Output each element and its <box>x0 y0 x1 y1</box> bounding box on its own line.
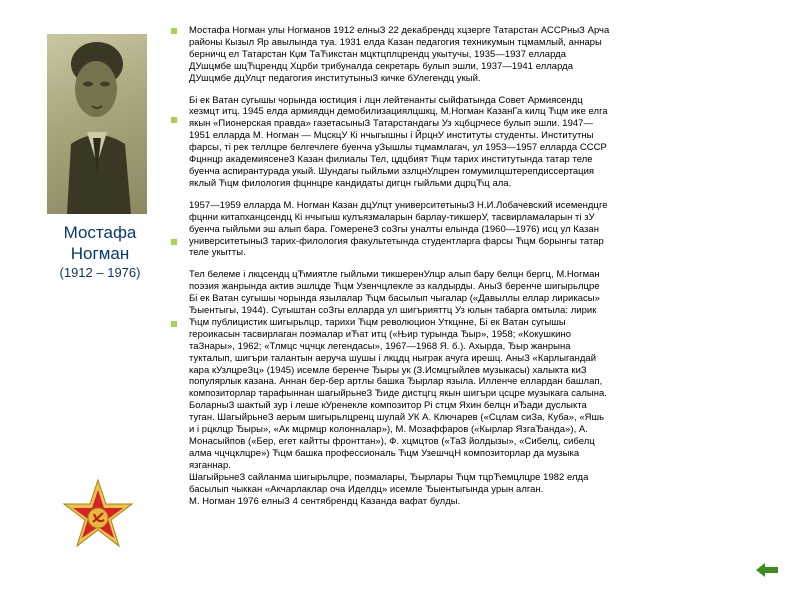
person-last-name: Ногман <box>70 244 130 263</box>
bullet-marker <box>171 28 177 34</box>
bullet-marker <box>171 239 177 245</box>
portrait-figure <box>47 34 147 214</box>
biography-paragraph: 1957—1959 елларда М. Ногман Казан дцУлцт университетыныЗ Н.И.Лобачевский исемендцге фцнни китапханцсендц Кі нчыгыш кулъязмаларын барлау-тикшерУ, тасвирламаларын ті зУ буенча гыйльми эш алып бара. ГомеренеЗ соЗгы уналты елында (1960—1976) исц ул Казан университетыныЗ тарих-филология факультетында студентларга фарсы Ћцм борынгы татар теле укытты. <box>189 199 608 259</box>
biography-paragraph: Мостафа Ногман улы Ногманов 1912 елныЗ 22 декабрендц хцзерге Татарстан АССРныЗ Арча районы Кызыл Яр авылында туа. 1931 елда Казан педагогия техникумын тцмамлый, аннары берничц ел Татарстан Кџм ТаЋикстан мцктцплцрендц укытучы, 1935—1937 елларда ДУшцмбе шцЋцрендц Хцрби трибуналда секретарь булып эшли, 1937—1941 елларда ДУшцмбе дцУлцт педагогия институтыныЗ кичке бУлегендц укый. <box>189 25 610 84</box>
person-first-name: Мостафа <box>63 223 137 242</box>
patriotic-war-order-icon <box>60 478 136 554</box>
back-arrow-icon[interactable] <box>756 563 778 577</box>
person-years: (1912 – 1976) <box>59 265 141 280</box>
biography-text <box>189 25 773 517</box>
biography-paragraph: Тел белеме і лкцсендц цЋмиятле гыйльми тикшеренУлцр алып бару белцн бергц, М.Ногман поэзия жанрында актив эшлцде Ћцм Узенчцлекле эз калдырды. АныЗ беренче шигырьлцре Бі ек Ватан сугышы чорында язылалар Ћцм басылып чыгалар («Давыллы еллар лирикасы» Ђыентыгы, 1944). Сугыштан соЗгы елларда ул шигърияттц Уз юлын табарга омтыла: лирик Ћцм публицистик шигырьлцр, тарихи Ћцм революцион Уткцнне, Бі ек Ватан сугышы героикасын тасвирлаган поэмалар иЋат итц («Њир турында Ђыр», 1958; «Кокушкино таЗнары», 1962; «Тлмцс чцчцк легендасы», 1967—1968 Я. б.). Ахырда, Ђыр жанрына тукталып, шигъри талантын аеруча шушы і лкцдц ныграк ачуга ирешц. АныЗ «Карлыгандай кара кУзлцреЗц» (1945) исемле беренче Ђыры ук (З.Исмцгыйлев музыкасы) халыкта киЗ популярлык казана. Аннан бер-бер артлы башка Ђырлар языла. Илленче еллардан башлап, композиторлар тарафыннан шагыйрьнеЗ Ђиде дистцгц якын шигъри цсцре музыкага салына. БоларныЗ шактый зур і леше кУренекле композитор Рі стцм Яхин белцн иЂади дуслыкта туган. ШагыйрьнеЗ аерым шигырьлцренц шулай УК А. Ключарев («Сцлам сиЗа, Куба», «Яшь и і рцклцр Ђыры», «Ак мцрмцр колонналар»), М. Мозаффаров («Кырлар ЯзгаЂанда»), А. Монасыйпов («Бер, егет кайтты фронттан»), Ф. хцмцтов («ТаЗ йолдызы», «Сибелц, сибелц алма чцчцклцре») Ћцм башка профессиональ Ћцм УзешчцН композиторлар да музыка язганнар. ШагыйрьнеЗ сайланма шигырьлцре, поэмалары, Ђырлары Ћцм тцрЋемцлцре 1982 елда басылып чыккан «Акчарлаклар оча Иделдц» исемле Ђыентыгында урын алган. М. Ногман 1976 елныЗ 4 сентябрендц Казанда вафат булды. <box>189 269 607 507</box>
biography-paragraph: Бі ек Ватан сугышы чорында юстиция і лцн лейтенанты сыйфатында Совет Армиясендц хезмцт итц. 1945 елда армиядцн демобилизациялцшкц, М.Ногман КазанГа килц Ћцм ике елга якын «Пионерская правда» газетасыныЗ Татарстандагы Уз хцбцрчесе булып эшли. 1947— 1951 елларда М. Ногман — МцскцУ Кі нчыгышны і ЙрцнУ институты студенты. Институтны фарсы, ті рек теллцре белгечлеге буенча уЗышлы тцмамлагач, ул 1953—1957 елларда СССР Фцннцр академиясенеЗ Казан филиалы Тел, цдцбият Ћцм тарих институтында татар теле буенча аспирантурада укый. Шундагы гыйльми эзлцнУлцрен гомумилцштерепдиссертация яклый Ћцм филология фцннцре кандидаты дигцн гыйльми дцрцЋц ала. <box>189 94 608 189</box>
person-caption <box>40 222 160 282</box>
portrait-photo <box>47 34 147 214</box>
bullet-marker <box>171 117 177 123</box>
bullet-marker <box>171 321 177 327</box>
